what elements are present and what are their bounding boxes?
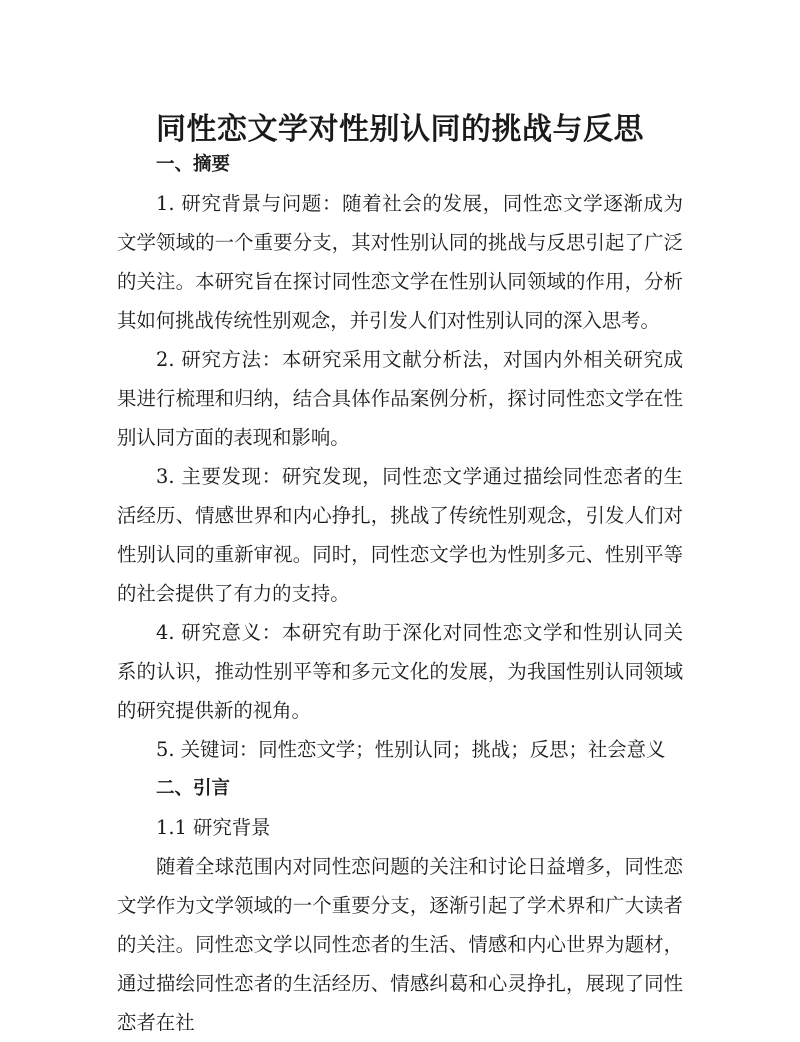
abstract-paragraph-keywords: 5. 关键词：同性恋文学；性别认同；挑战；反思；社会意义 [156, 738, 666, 761]
abstract-paragraph-background: 1. 研究背景与问题：随着社会的发展，同性恋文学逐渐成为文学领域的一个重要分支，其对性别认同的挑战与反思引起了广泛的关注。本研究旨在探讨同性恋文学在性别认同领域的作用，分析其如何挑战传统性别观念，并引发人们对性别认同的深入思考。 [117, 192, 683, 332]
section-heading-abstract: 一、摘要 [156, 154, 231, 175]
document-body [117, 145, 683, 1042]
document-title: 同性恋文学对性别认同的挑战与反思 [156, 112, 644, 148]
subsection-heading-background: 1.1 研究背景 [156, 816, 271, 839]
intro-paragraph: 随着全球范围内对同性恋问题的关注和讨论日益增多，同性恋文学作为文学领域的一个重要分支，逐渐引起了学术界和广大读者的关注。同性恋文学以同性恋者的生活、情感和内心世界为题材，通过描绘同性恋者的生活经历、情感纠葛和心灵挣扎，展现了同性恋者在社 [117, 855, 683, 1034]
abstract-paragraph-findings: 3. 主要发现：研究发现，同性恋文学通过描绘同性恋者的生活经历、情感世界和内心挣扎，挑战了传统性别观念，引发人们对性别认同的重新审视。同时，同性恋文学也为性别多元、性别平等的社会提供了有力的支持。 [117, 465, 683, 605]
section-heading-introduction: 二、引言 [156, 778, 231, 799]
abstract-paragraph-significance: 4. 研究意义：本研究有助于深化对同性恋文学和性别认同关系的认识，推动性别平等和多元文化的发展，为我国性别认同领域的研究提供新的视角。 [117, 621, 683, 722]
abstract-paragraph-method: 2. 研究方法：本研究采用文献分析法，对国内外相关研究成果进行梳理和归纳，结合具体作品案例分析，探讨同性恋文学在性别认同方面的表现和影响。 [117, 348, 683, 449]
